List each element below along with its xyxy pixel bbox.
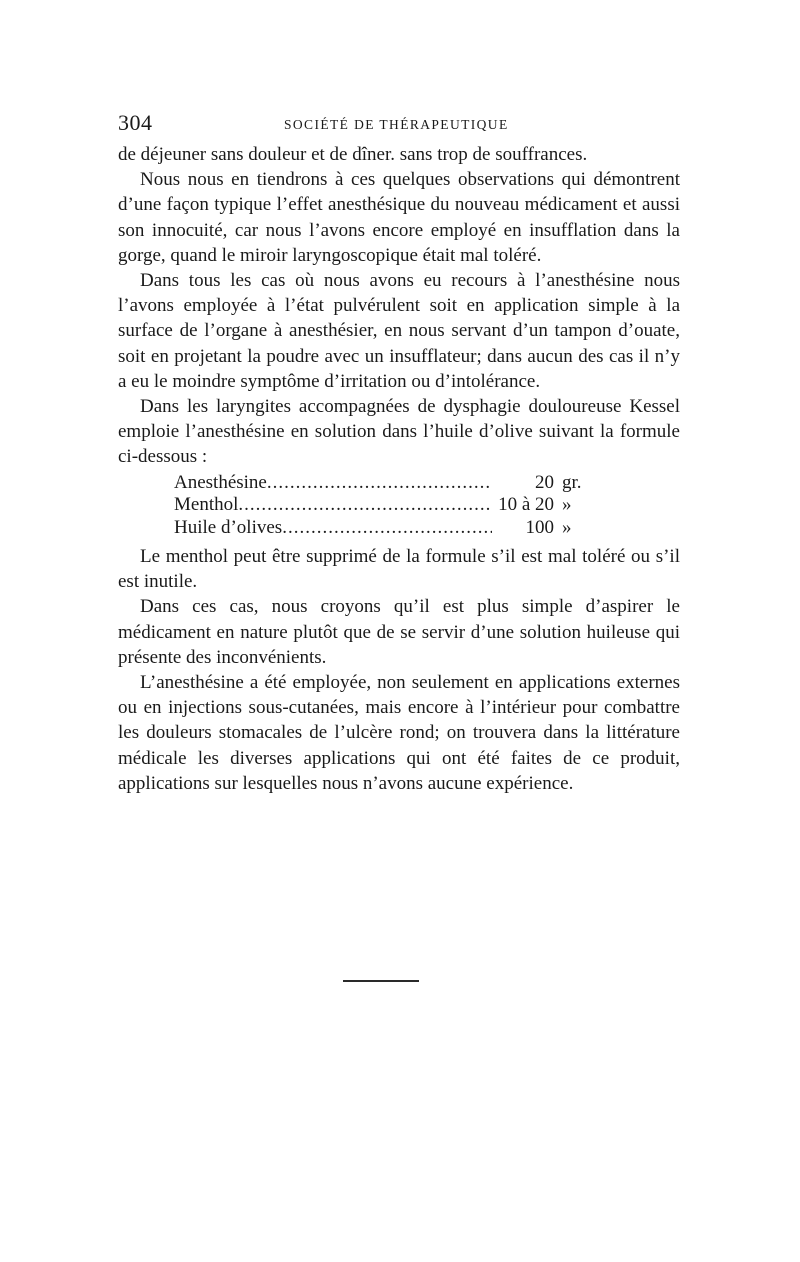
end-rule-divider xyxy=(343,980,419,982)
formula-quantity: 100 xyxy=(525,517,554,539)
leader-dots xyxy=(238,494,492,515)
leader-dots xyxy=(282,517,492,538)
paragraph: Dans ces cas, nous croyons qu’il est plus simple d’aspirer le médicament en nature plutôt que de se servir d’une solution huileuse qui présente des inconvénients. xyxy=(118,596,680,668)
paragraph: L’anesthésine a été employée, non seulement en applications externes ou en injections sous-cutanées, mais encore à l’intérieur pour combattre les douleurs stomacales de l’ulcère rond; on trouvera dans la littérature médicale les diverses applications qui ont été faites de ce produit, applications sur lesquelles nous n’avons aucune expérience. xyxy=(118,672,680,794)
running-head: SOCIÉTÉ DE THÉRAPEUTIQUE xyxy=(284,117,509,132)
paragraph: Nous nous en tiendrons à ces quelques observations qui démontrent d’une façon typique l’effet anesthésique du nouveau médicament et aussi son innocuité, car nous l’avons encore employé en insufflation dans la gorge, quand le miroir laryngoscopique était mal toléré. xyxy=(118,169,680,266)
formula-row xyxy=(174,517,624,540)
formula-unit: gr. xyxy=(562,471,582,493)
formula-unit: » xyxy=(562,517,572,539)
formula-row xyxy=(174,472,624,495)
formula-row xyxy=(174,494,624,517)
formula-ingredient: Huile d’olives xyxy=(174,517,283,539)
leader-dots xyxy=(267,472,492,493)
formula-quantity: 20 xyxy=(535,471,554,493)
page-number: 304 xyxy=(118,110,153,135)
formula-ingredient: Anesthésine xyxy=(174,471,267,493)
paragraph-continuation: de déjeuner sans douleur et de dîner. sans trop de souffrances. xyxy=(118,144,588,165)
paragraph: Le menthol peut être supprimé de la formule s’il est mal toléré ou s’il est inutile. xyxy=(118,546,680,593)
formula-table xyxy=(174,472,624,540)
formula-unit: » xyxy=(562,494,572,516)
formula-ingredient: Menthol xyxy=(174,494,239,516)
formula-quantity: 10 à 20 xyxy=(498,494,554,516)
page-header xyxy=(118,108,680,142)
paragraph: Dans les laryngites accompagnées de dysphagie douloureuse Kessel emploie l’anesthésine en solution dans l’huile d’olive suivant la formule ci-dessous : xyxy=(118,396,680,468)
book-page xyxy=(118,108,680,796)
paragraph: Dans tous les cas où nous avons eu recours à l’anesthésine nous l’avons employée à l’état pulvérulent soit en application simple à la surface de l’organe à anesthésier, en nous servant d’un tampon d’ouate, soit en projetant la poudre avec un insufflateur; dans aucun des cas il n’y a eu le moindre symptôme d’irritation ou d’intolérance. xyxy=(118,270,680,392)
